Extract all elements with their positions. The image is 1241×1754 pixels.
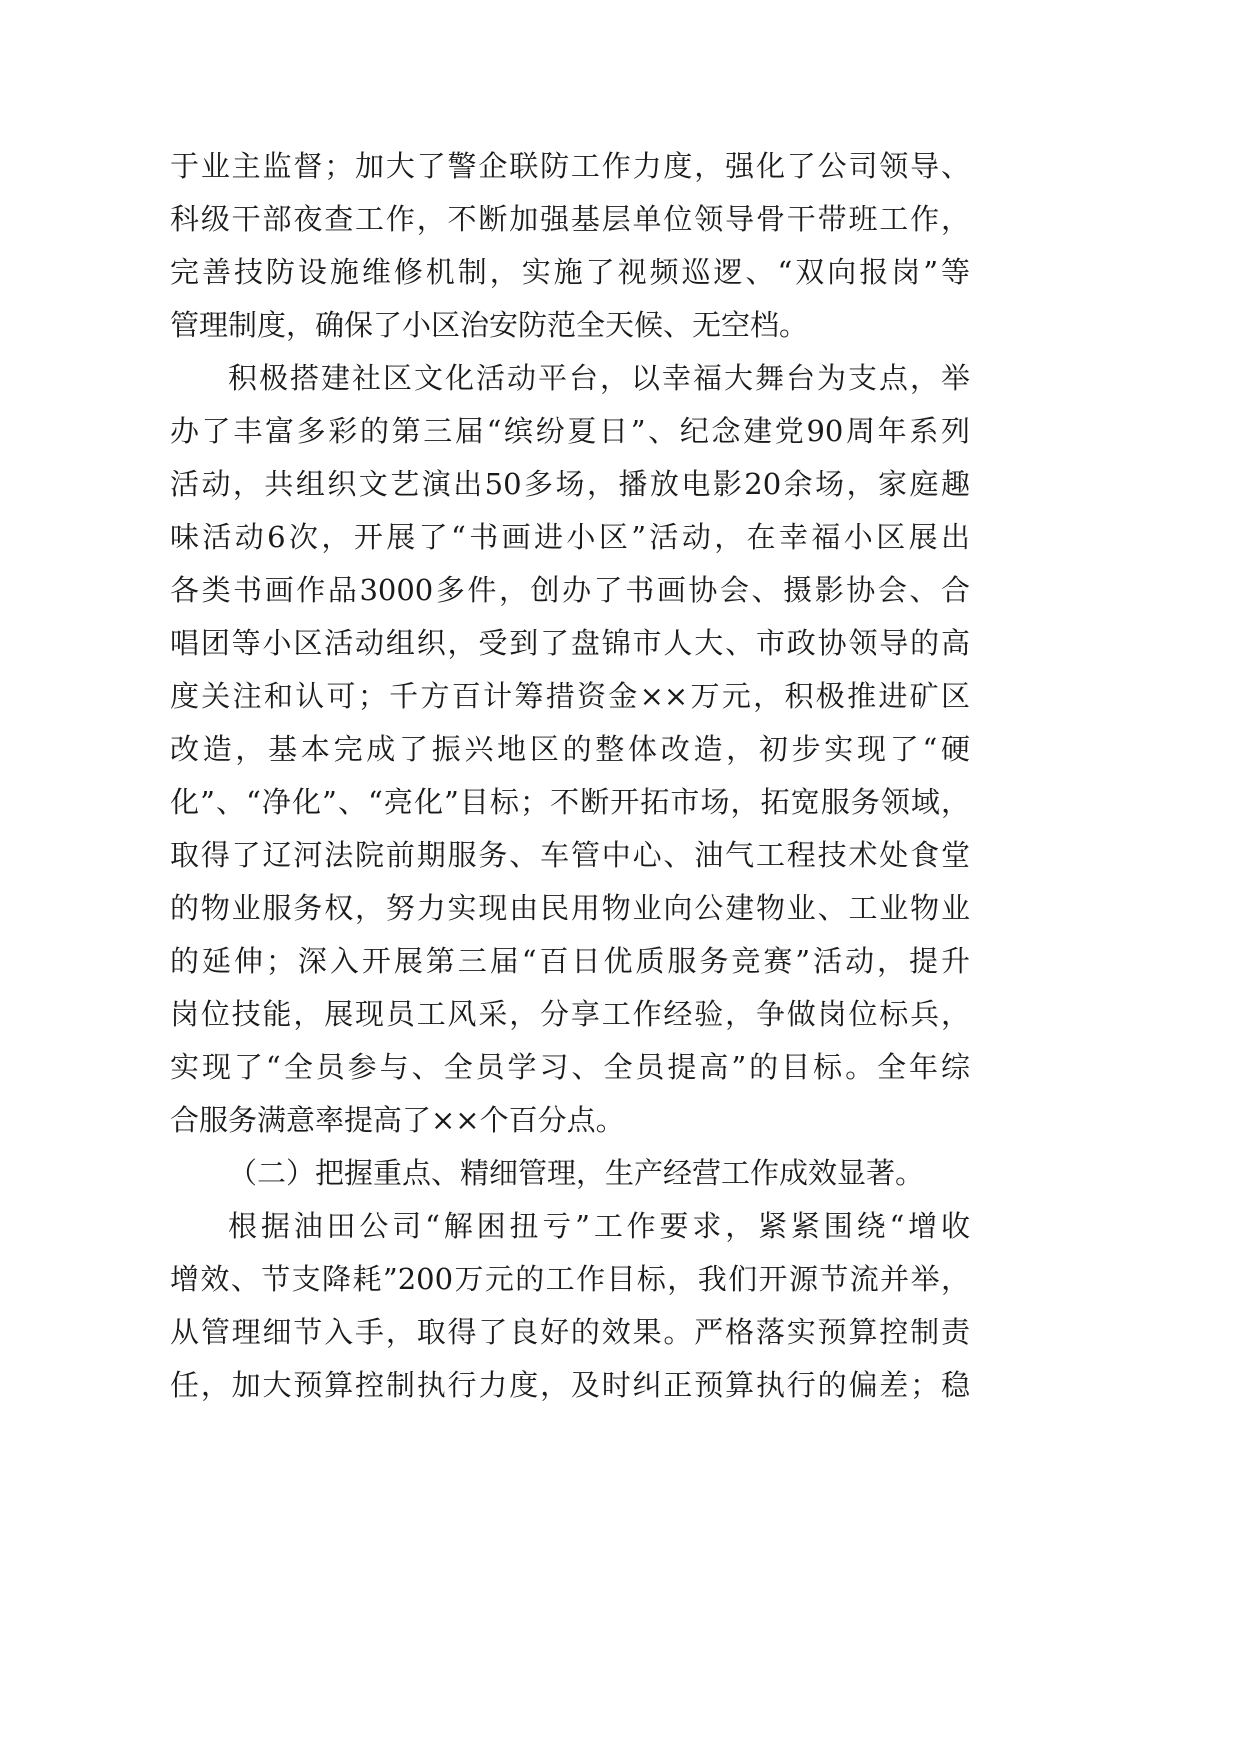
- text-line: 岗位技能，展现员工风采，分享工作经验，争做岗位标兵，: [170, 997, 970, 1031]
- text-line: 味活动6次，开展了“书画进小区”活动，在幸福小区展出: [170, 520, 970, 554]
- text-line: 合服务满意率提高了××个百分点。: [170, 1103, 625, 1137]
- paragraph-first-line: 根据油田公司“解困扭亏”工作要求，紧紧围绕“增收: [228, 1209, 970, 1243]
- text-line: 各类书画作品3000多件，创办了书画协会、摄影协会、合: [170, 573, 970, 607]
- text-line: 实现了“全员参与、全员学习、全员提高”的目标。全年综: [170, 1050, 970, 1084]
- text-line: 科级干部夜查工作，不断加强基层单位领导骨干带班工作，: [170, 202, 970, 236]
- paragraph-first-line: 积极搭建社区文化活动平台，以幸福大舞台为支点，举: [228, 361, 970, 395]
- text-line: 的延伸；深入开展第三届“百日优质服务竞赛”活动，提升: [170, 944, 970, 978]
- text-line: 取得了辽河法院前期服务、车管中心、油气工程技术处食堂: [170, 838, 970, 872]
- text-line: 改造，基本完成了振兴地区的整体改造，初步实现了“硬: [170, 732, 970, 766]
- text-line: 从管理细节入手，取得了良好的效果。严格落实预算控制责: [170, 1315, 970, 1349]
- text-line: 办了丰富多彩的第三届“缤纷夏日”、纪念建党90周年系列: [170, 414, 970, 448]
- text-line: 唱团等小区活动组织，受到了盘锦市人大、市政协领导的高: [170, 626, 970, 660]
- text-line: 任，加大预算控制执行力度，及时纠正预算执行的偏差；稳: [170, 1368, 970, 1402]
- text-line: 化”、“净化”、“亮化”目标；不断开拓市场，拓宽服务领域，: [170, 785, 970, 819]
- text-line: 的物业服务权，努力实现由民用物业向公建物业、工业物业: [170, 891, 970, 925]
- text-line: 增效、节支降耗”200万元的工作目标，我们开源节流并举，: [170, 1262, 970, 1296]
- text-line: 完善技防设施维修机制，实施了视频巡逻、“双向报岗”等: [170, 255, 970, 289]
- section-heading: （二）把握重点、精细管理，生产经营工作成效显著。: [228, 1156, 925, 1190]
- text-line: 度关注和认可；千方百计筹措资金××万元，积极推进矿区: [170, 679, 970, 713]
- text-line: 活动，共组织文艺演出50多场，播放电影20余场，家庭趣: [170, 467, 970, 501]
- text-line: 管理制度，确保了小区治安防范全天候、无空档。: [170, 308, 809, 342]
- text-line: 于业主监督；加大了警企联防工作力度，强化了公司领导、: [170, 149, 970, 183]
